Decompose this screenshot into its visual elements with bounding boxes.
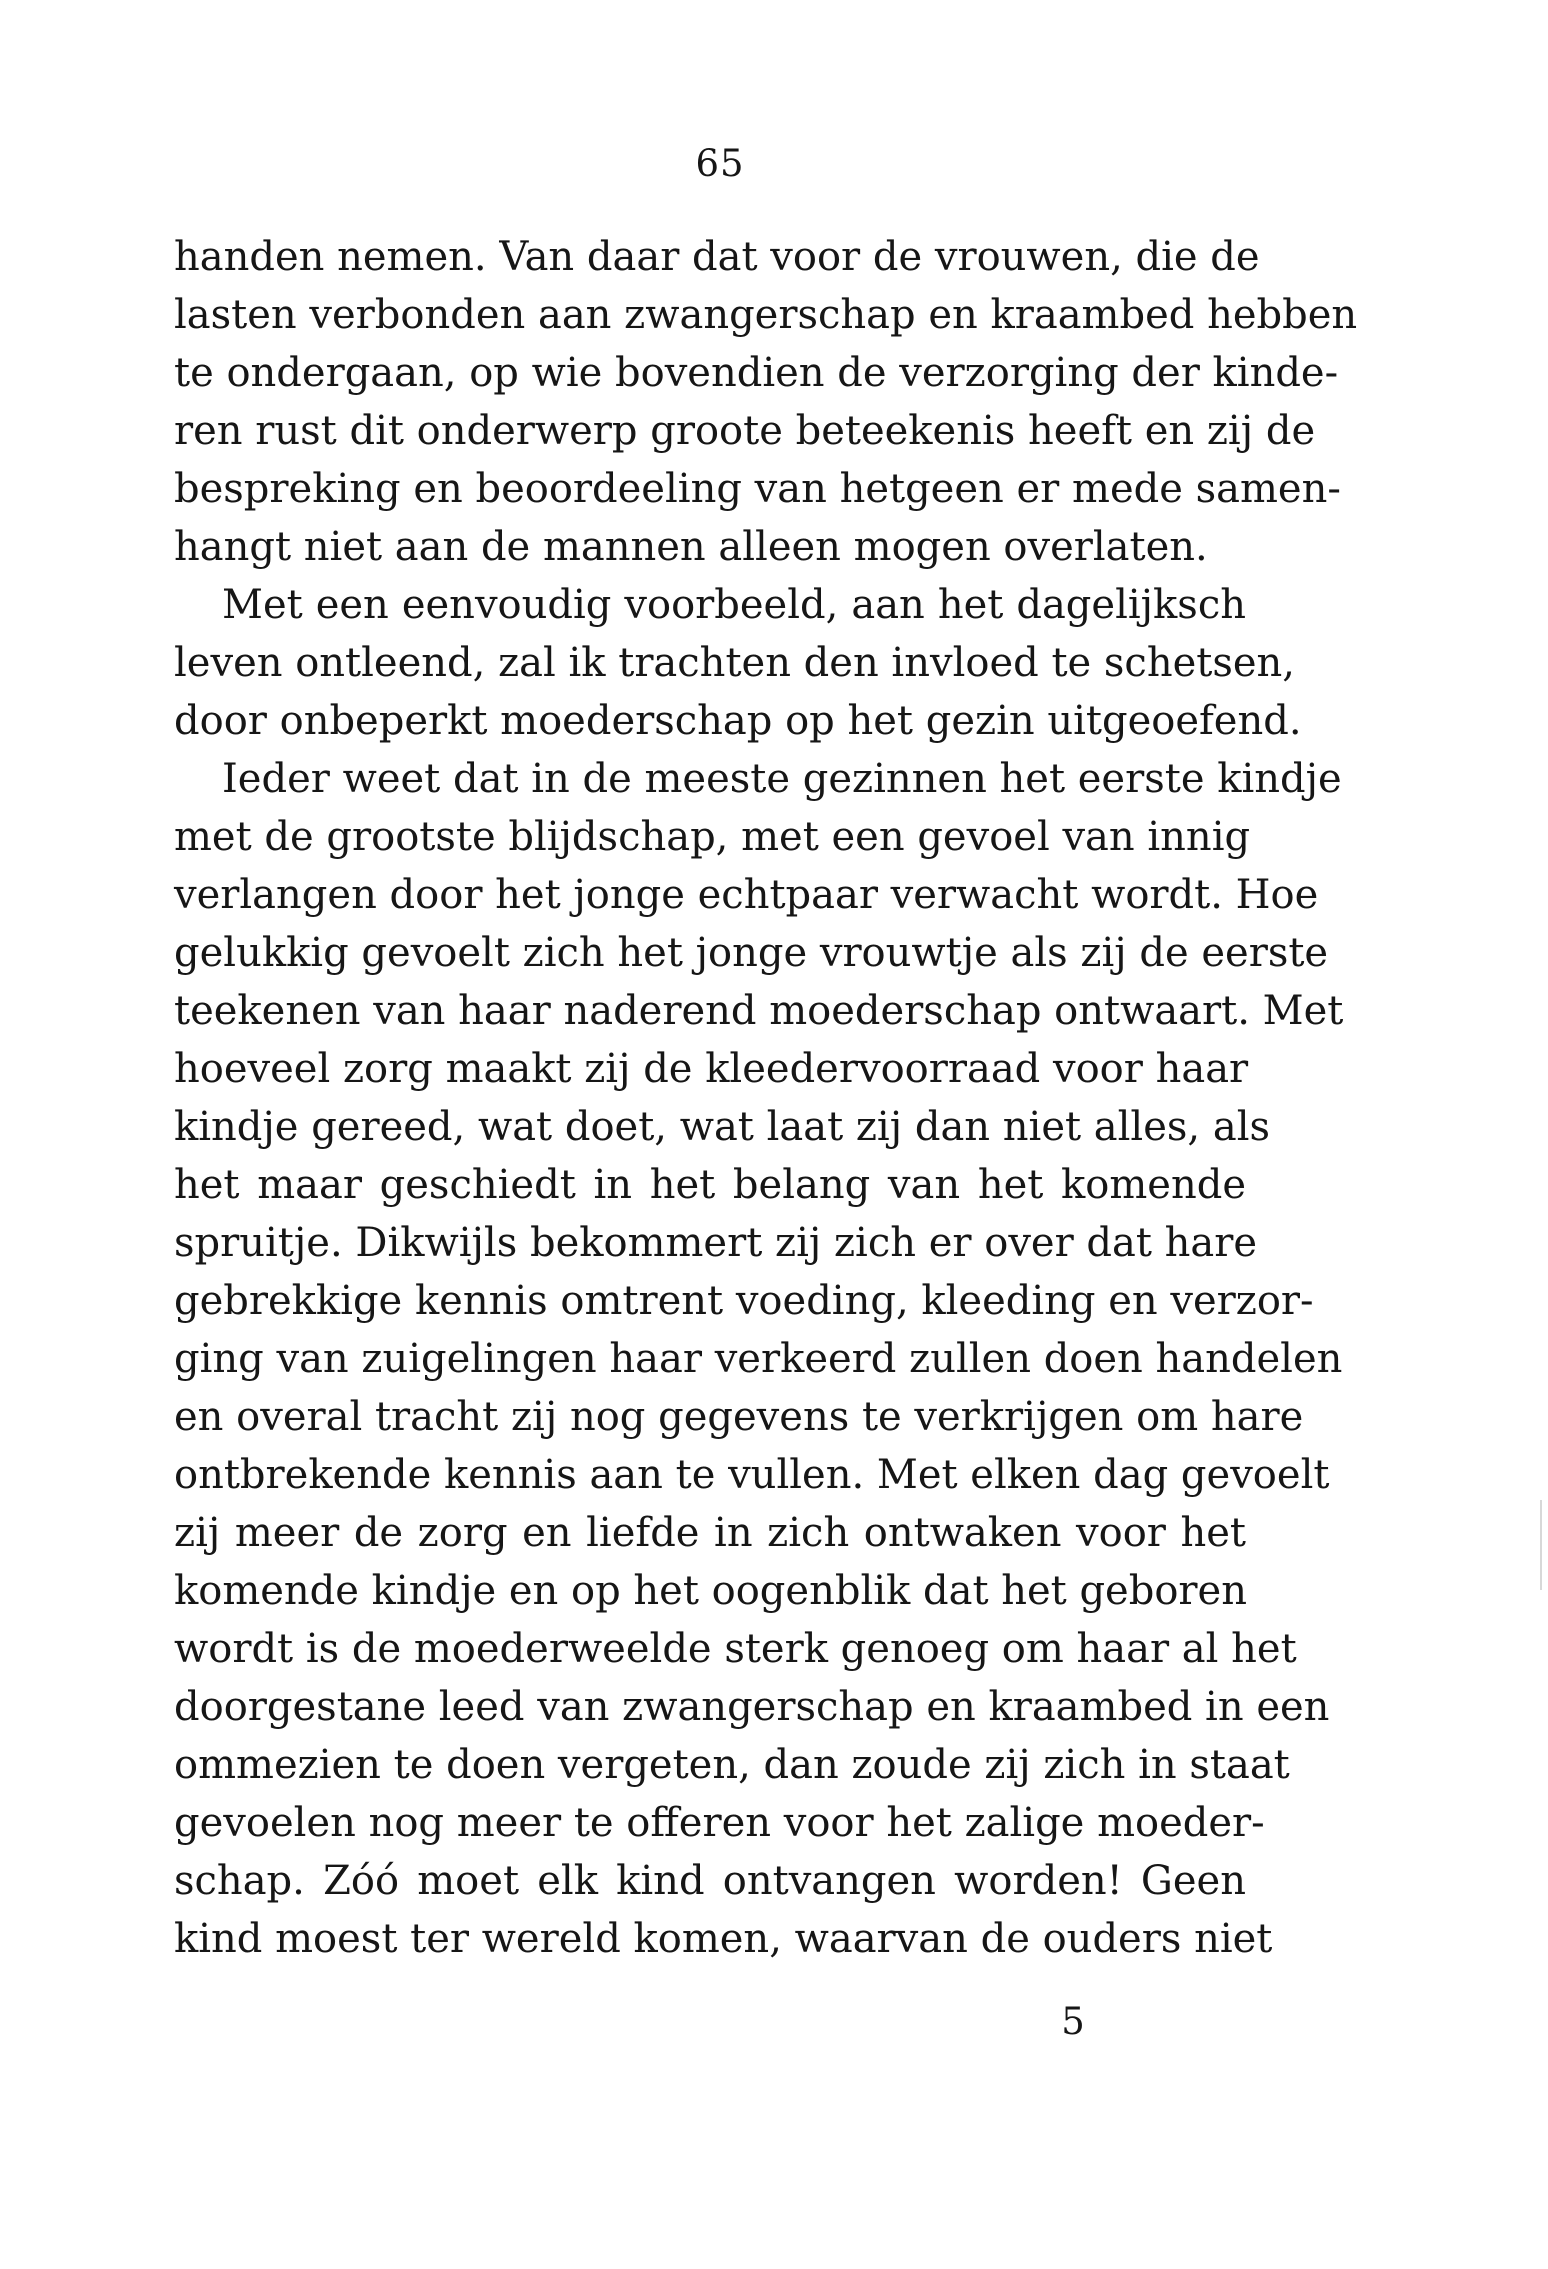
- text-line: komende kindje en op het oogenblik dat het geboren: [174, 1568, 1247, 1614]
- text-line: doorgestane leed van zwangerschap en kraambed in een: [174, 1684, 1330, 1730]
- text-line: ren rust dit onderwerp groote beteekenis heeft en zij de: [174, 408, 1316, 454]
- text-line: lasten verbonden aan zwangerschap en kraambed hebben: [174, 292, 1358, 338]
- text-line: zij meer de zorg en liefde in zich ontwaken voor het: [174, 1510, 1246, 1556]
- text-line: te ondergaan, op wie bovendien de verzorging der kinde-: [174, 350, 1339, 396]
- text-line: leven ontleend, zal ik trachten den invloed te schetsen,: [174, 640, 1296, 686]
- page-number: 65: [695, 142, 745, 185]
- text-line: kindje gereed, wat doet, wat laat zij dan niet alles, als: [174, 1104, 1271, 1150]
- text-line: wordt is de moederweelde sterk genoeg om haar al het: [174, 1626, 1297, 1672]
- text-line: spruitje. Dikwijls bekommert zij zich er over dat hare: [174, 1220, 1258, 1266]
- text-line: en overal tracht zij nog gegevens te verkrijgen om hare: [174, 1394, 1304, 1440]
- text-line: gelukkig gevoelt zich het jonge vrouwtje als zij de eerste: [174, 930, 1329, 976]
- text-line: teekenen van haar naderend moederschap ontwaart. Met: [174, 988, 1344, 1034]
- body-text: [174, 228, 1358, 1968]
- text-line: Ieder weet dat in de meeste gezinnen het eerste kindje: [222, 756, 1342, 802]
- text-line: gevoelen nog meer te offeren voor het zalige moeder-: [174, 1800, 1265, 1846]
- text-line: ommezien te doen vergeten, dan zoude zij zich in staat: [174, 1742, 1290, 1788]
- text-line: door onbeperkt moederschap op het gezin uitgeoefend.: [174, 698, 1302, 744]
- text-line: schap. Zóó moet elk kind ontvangen worden! Geen: [174, 1858, 1246, 1904]
- text-line: hoeveel zorg maakt zij de kleedervoorraad voor haar: [174, 1046, 1249, 1092]
- text-line: handen nemen. Van daar dat voor de vrouwen, die de: [174, 234, 1260, 280]
- text-line: met de grootste blijdschap, met een gevoel van innig: [174, 814, 1251, 860]
- page-edge-mark: [1540, 1500, 1542, 1590]
- text-line: Met een eenvoudig voorbeeld, aan het dagelijksch: [222, 582, 1246, 628]
- text-line: ontbrekende kennis aan te vullen. Met elken dag gevoelt: [174, 1452, 1330, 1498]
- text-line: bespreking en beoordeeling van hetgeen er mede samen-: [174, 466, 1341, 512]
- text-line: kind moest ter wereld komen, waarvan de ouders niet: [174, 1916, 1273, 1962]
- text-line: het maar geschiedt in het belang van het komende: [174, 1162, 1246, 1208]
- signature-mark: 5: [1061, 2000, 1085, 2043]
- text-line: hangt niet aan de mannen alleen mogen overlaten.: [174, 524, 1208, 570]
- text-line: ging van zuigelingen haar verkeerd zullen doen handelen: [174, 1336, 1343, 1382]
- text-line: verlangen door het jonge echtpaar verwacht wordt. Hoe: [174, 872, 1319, 918]
- text-line: gebrekkige kennis omtrent voeding, kleeding en verzor-: [174, 1278, 1314, 1324]
